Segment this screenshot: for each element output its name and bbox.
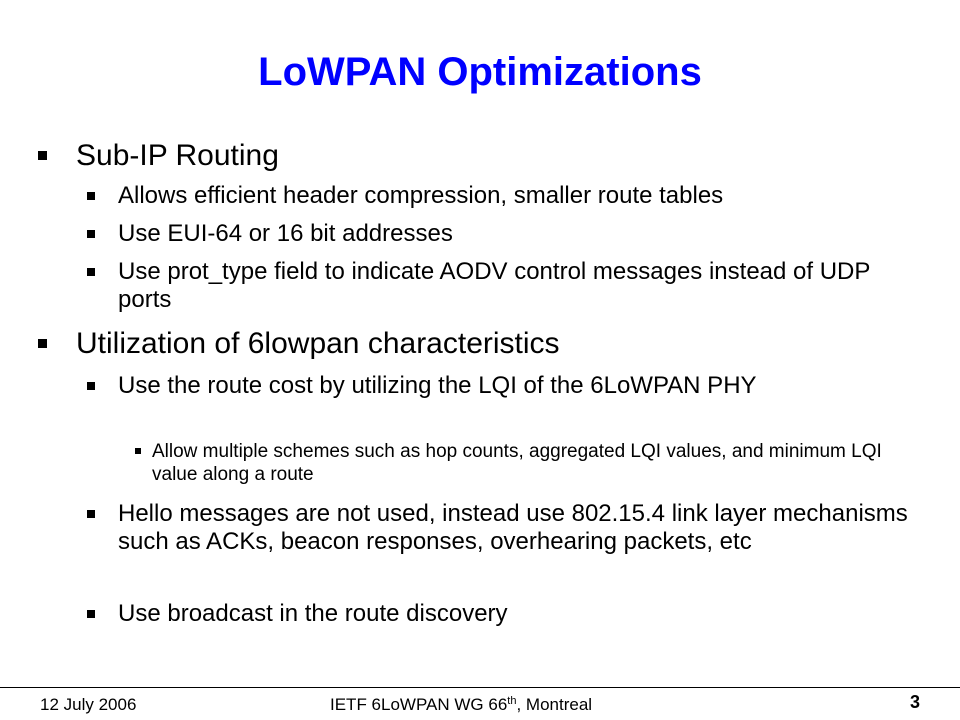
- bullet-text: Sub-IP Routing: [76, 139, 279, 172]
- footer-date: 12 July 2006: [40, 695, 137, 714]
- bullet-text: Use the route cost by utilizing the LQI of the 6LoWPAN PHY: [118, 372, 757, 399]
- square-bullet-icon: [87, 610, 95, 618]
- slide-title: LoWPAN Optimizations: [258, 50, 702, 94]
- footer-meeting-suffix: , Montreal: [516, 695, 593, 714]
- bullet-text: Use EUI-64 or 16 bit addresses: [118, 220, 453, 247]
- bullet-text: Use broadcast in the route discovery: [118, 600, 508, 627]
- bullet-broadcast-route-discovery: [87, 600, 927, 628]
- bullet-prot-type-field: [87, 258, 927, 314]
- square-bullet-icon: [38, 339, 47, 348]
- page-number: 3: [909, 692, 920, 712]
- square-bullet-icon: [87, 382, 95, 390]
- bullet-route-cost-lqi: [87, 372, 927, 400]
- bullet-eui64-addresses: [87, 220, 927, 248]
- square-bullet-icon: [87, 268, 95, 276]
- bullet-header-compression: [87, 182, 927, 210]
- bullet-6lowpan-characteristics: [38, 326, 918, 362]
- bullet-text: Hello messages are not used, instead use 802.15.4 link layer mechanisms such as ACKs, beacon responses, overhearing packets, etc: [118, 500, 908, 555]
- square-bullet-icon: [38, 151, 47, 160]
- square-bullet-icon: [87, 192, 95, 200]
- footer-divider: [0, 687, 960, 688]
- bullet-text: Utilization of 6lowpan characteristics: [76, 327, 560, 360]
- square-bullet-icon: [87, 510, 95, 518]
- bullet-text: Allow multiple schemes such as hop counts, aggregated LQI values, and minimum LQI value along a route: [152, 441, 882, 485]
- square-bullet-icon: [87, 230, 95, 238]
- bullet-hello-messages: [87, 500, 927, 556]
- bullet-text: Use prot_type field to indicate AODV control messages instead of UDP ports: [118, 258, 870, 313]
- bullet-sub-ip-routing: [38, 138, 918, 174]
- bullet-multiple-schemes: [135, 440, 905, 486]
- bullet-text: Allows efficient header compression, smaller route tables: [118, 182, 724, 209]
- footer-meeting: [330, 695, 592, 715]
- footer-meeting-ordinal: th: [507, 695, 517, 707]
- square-bullet-icon: [135, 448, 141, 454]
- footer-meeting-prefix: IETF 6LoWPAN WG 66: [330, 695, 508, 714]
